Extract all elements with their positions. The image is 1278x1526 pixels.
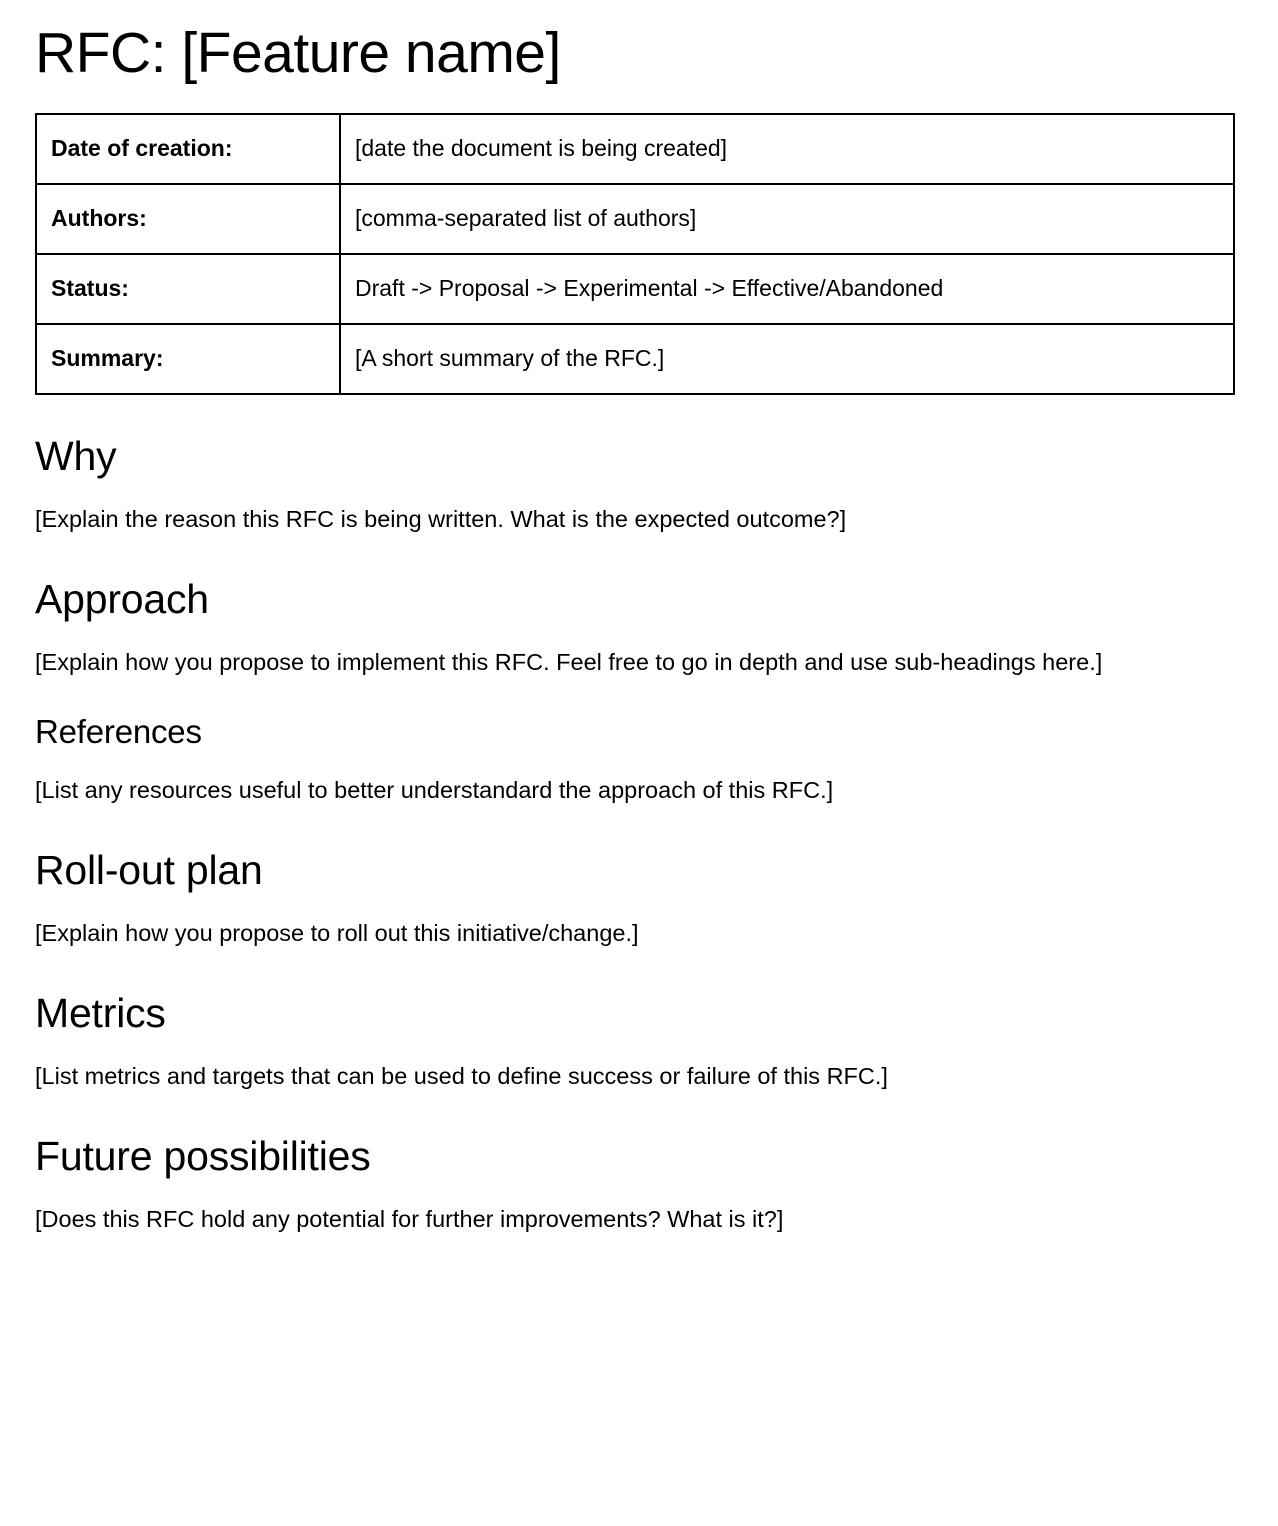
table-cell-label: Authors: <box>36 184 340 254</box>
table-cell-label: Date of creation: <box>36 114 340 184</box>
table-cell-value: Draft -> Proposal -> Experimental -> Effective/Abandoned <box>340 254 1234 324</box>
table-cell-value: [date the document is being created] <box>340 114 1234 184</box>
section-future-possibilities <box>35 1095 1238 1238</box>
section-roll-out-plan <box>35 809 1238 952</box>
section-heading-why: Why <box>35 432 117 479</box>
page-title: RFC: [Feature name] <box>35 21 561 85</box>
table-row <box>36 114 1234 184</box>
section-approach <box>35 538 1238 681</box>
section-body-future-possibilities: [Does this RFC hold any potential for further improvements? What is it?] <box>35 1205 784 1232</box>
section-body-metrics: [List metrics and targets that can be used to define success or failure of this RFC.] <box>35 1063 888 1090</box>
section-heading-metrics: Metrics <box>35 989 166 1036</box>
section-body-references: [List any resources useful to better understandard the approach of this RFC.] <box>35 777 834 804</box>
table-cell-label: Summary: <box>36 324 340 394</box>
table-cell-label: Status: <box>36 254 340 324</box>
table-row <box>36 254 1234 324</box>
section-body-roll-out-plan: [Explain how you propose to roll out this initiative/change.] <box>35 920 639 947</box>
section-heading-future-possibilities: Future possibilities <box>35 1132 371 1179</box>
metadata-table-body <box>36 114 1234 394</box>
table-cell-value: [A short summary of the RFC.] <box>340 324 1234 394</box>
section-body-why: [Explain the reason this RFC is being written. What is the expected outcome?] <box>35 505 847 532</box>
table-row <box>36 324 1234 394</box>
table-row <box>36 184 1234 254</box>
table-cell-value: [comma-separated list of authors] <box>340 184 1234 254</box>
section-heading-references: References <box>35 713 202 751</box>
section-why <box>35 395 1238 538</box>
section-body-approach: [Explain how you propose to implement this RFC. Feel free to go in depth and use sub-headings here.] <box>35 648 1103 675</box>
metadata-table <box>35 113 1235 395</box>
section-heading-roll-out-plan: Roll-out plan <box>35 847 263 894</box>
section-metrics <box>35 952 1238 1095</box>
section-references <box>35 680 1238 809</box>
section-heading-approach: Approach <box>35 575 209 622</box>
